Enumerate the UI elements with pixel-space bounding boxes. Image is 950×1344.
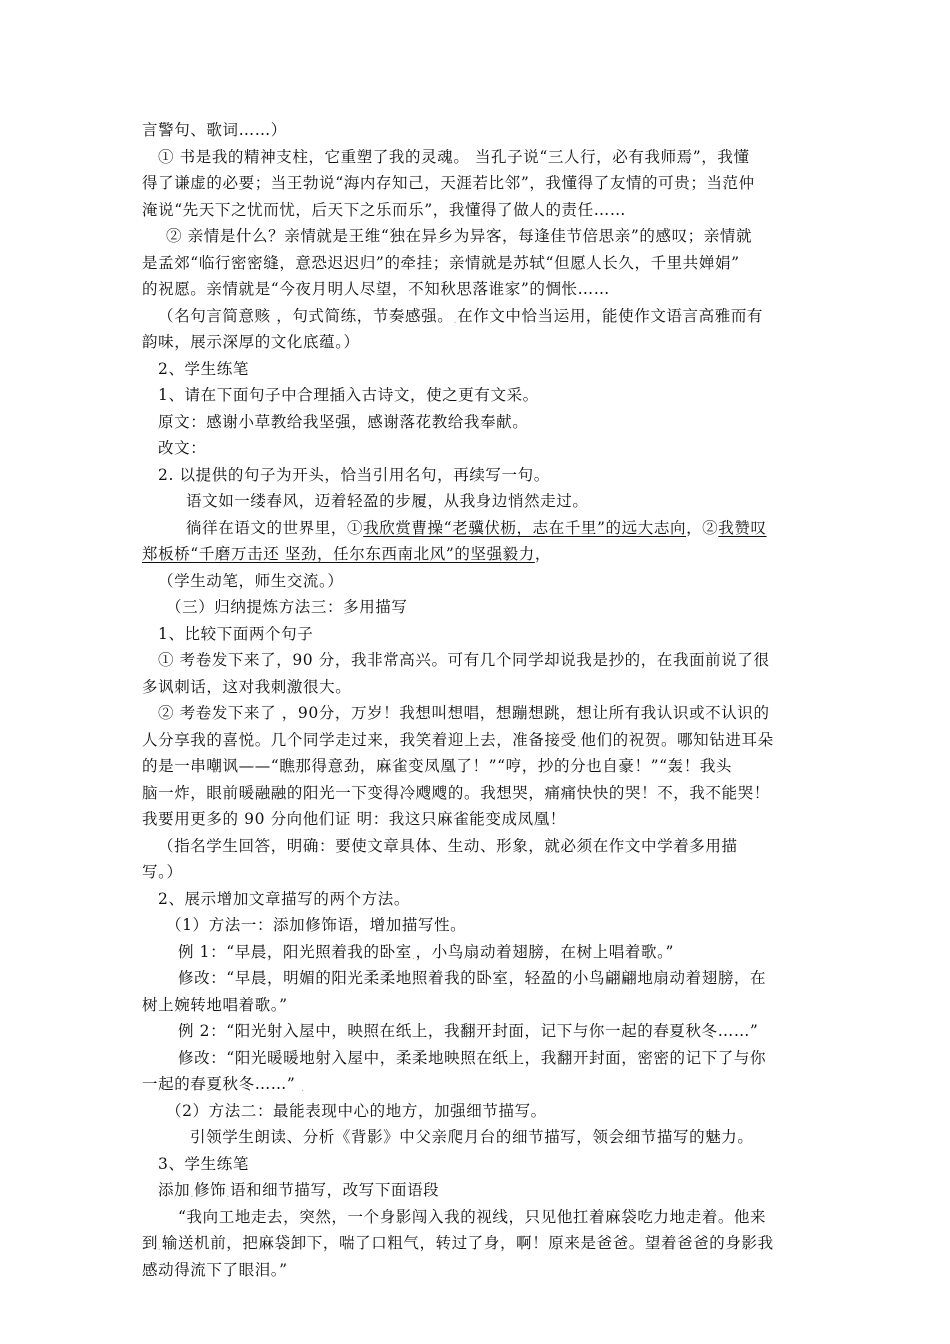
line-text: 得了谦虚的必要；当王勃说“海内存知己，天涯若比邻”，我懂得了友情的可贵；当范仲 [142,174,755,192]
line-text: 感动得流下了眼泪。” [142,1260,288,1279]
text-line [142,1018,810,1045]
edit-mark: . [190,1189,194,1200]
text-line [142,1177,810,1204]
line-text: “我向工地走去，突然，一个身影闯入我的视线，只见他扛着麻袋吃力地走着。他来 [178,1207,767,1226]
line-text: 1、比较下面两个句子 [158,624,314,643]
text-line [142,462,810,489]
line-text: 徜徉在语文的世界里，① [186,518,364,537]
line-text: 树上婉转地唱着歌。” [142,995,288,1014]
edit-mark: . [411,950,416,962]
text-line [142,594,810,621]
text-line [142,223,810,250]
text-line [142,965,810,992]
text-line [142,1124,810,1151]
text-line [142,1045,810,1072]
text-line [142,1098,810,1125]
document-body [142,117,810,1283]
text-line [142,435,810,462]
text-line [142,515,810,542]
line-text: 1、请在下面句子中合理插入古诗文，使之更有文采。 [158,386,539,404]
text-line [142,1230,810,1257]
text-line [142,541,810,568]
underlined-text: 我欣赏曹操“老骥伏枥，志在千里”的远大志向 [363,518,687,537]
line-text: 例 1：“早晨，阳光照着我的卧室 [178,942,412,961]
text-line [142,833,810,860]
line-text: 是孟郊“临行密密缝，意恐迟迟归”的牵挂；亲情就是苏轼“但愿人长久，千里共婵娟” [142,253,740,272]
line-text: 添加 [158,1181,191,1199]
text-line [142,1151,810,1178]
line-text: 2、展示增加文章描写的两个方法。 [158,889,410,908]
line-text: （1）方法一：添加修饰语，增加描写性。 [166,916,467,934]
text-line [142,356,810,383]
line-text: ② 亲情是什么？亲情就是王维“独在异乡为异客，每逢佳节倍思亲”的感叹；亲情就 [166,227,753,245]
text-line [142,170,810,197]
line-text: （名句言简意赅 ，句式简练，节奏感强。 [158,306,454,325]
text-line [142,117,810,144]
text-line [142,329,810,356]
line-text: ，小鸟扇动着翅膀，在树上唱着歌。” [415,942,674,961]
edit-mark: . [300,1083,305,1094]
text-line [142,859,810,886]
line-text: 引领学生朗读、分析《背影》中父亲爬月台的细节描写，领会细节描写的魅力。 [190,1128,754,1146]
line-text: 修改：“早晨，明媚的阳光柔柔地照着我的卧室，轻盈的小鸟翩翩地扇动着翅膀，在 [178,969,767,987]
line-text: 脑一炸，眼前暖融融的阳光一下变得冷飕飕的。我想哭，痛痛快快的哭！不，我不能哭！ [142,783,770,802]
line-text: ① 书是我的精神支柱，它重塑了我的灵魂。 当孔子说“三人行，必有我师焉”，我懂 [158,147,750,166]
text-line [142,1071,810,1098]
line-text: 例 2：“阳光射入屋中，映照在纸上，我翻开封面，记下与你一起的春夏秋冬……” [178,1022,759,1040]
text-line [142,197,810,224]
line-text: 多讽刺话，这对我刺激很大。 [142,677,352,696]
text-line [142,276,810,303]
line-text: 在作文中恰当运用，能使作文语言高雅而有 [457,306,764,325]
line-text: 3、学生练笔 [158,1154,249,1173]
line-text: ② 考卷发下来了 ，90分，万岁！我想叫想唱，想蹦想跳，想让所有我认识或不认识的 [158,704,770,722]
text-line [142,674,810,701]
line-text: 我要用更多的 90 分向他们证 明：我这只麻雀能变成凤凰！ [142,810,566,828]
line-text: 的是一串嘲讽——“瞧那得意劲，麻雀变凤凰了！”“哼，抄的分也自豪！”“轰！我头 [142,757,733,775]
text-line [142,647,810,674]
text-line [142,753,810,780]
line-text: 淹说“先天下之忧而忧，后天下之乐而乐”，我懂得了做人的责任…… [142,200,626,219]
text-line [142,992,810,1019]
text-line [142,1257,810,1284]
text-line [142,1204,810,1231]
line-text: ， [534,545,551,563]
underlined-text: 我赞叹 [718,518,767,537]
edit-mark: . [453,314,458,326]
line-text: （2）方法二：最能表现中心的地方，加强细节描写。 [166,1101,547,1120]
text-line [142,303,810,330]
line-text: 2、学生练笔 [158,359,249,378]
text-line [142,700,810,727]
line-text: （学生动笔，师生交流。） [158,571,344,590]
text-line [142,488,810,515]
line-text: 修饰 [193,1181,227,1199]
line-text: 一起的春夏秋冬……” [142,1075,301,1093]
underlined-text: 郑板桥“千磨万击还 坚劲，任尔东西南北风”的坚强毅力 [142,545,535,563]
line-text: 人分享我的喜悦。几个同学走过来，我笑着迎上去，准备接受 [142,730,577,749]
line-text: 言警句、歌词……） [142,121,287,139]
text-line [142,939,810,966]
line-text: ，② [686,518,719,537]
line-text: 修改：“阳光暖暖地射入屋中，柔柔地映照在纸上，我翻开封面，密密的记下了与你 [178,1048,767,1067]
line-text: 他们的祝贺。哪知钻进耳朵 [580,730,774,749]
edit-mark: . [576,738,581,750]
line-text: 到 [142,1234,159,1252]
line-text: 的祝愿。亲情就是“今夜月明人尽望，不知秋思落谁家”的惆怅…… [142,280,610,298]
text-line [142,144,810,171]
text-line [142,409,810,436]
edit-mark: . [158,1242,162,1253]
text-line [142,621,810,648]
text-line [142,886,810,913]
text-line [142,568,810,595]
line-text: 改文： [158,439,207,457]
text-line [142,382,810,409]
text-line [142,727,810,754]
line-text: 语和细节描写，改写下面语段 [229,1181,440,1199]
text-line [142,806,810,833]
line-text: 写。） [142,863,183,881]
line-text: 输送机前，把麻袋卸下，喘了口粗气，转过了身，啊！原来是爸爸。望着爸爸的身影我 [161,1234,774,1252]
text-line [142,250,810,277]
line-text: （指名学生回答，明确：要使文章具体、生动、形象，就必须在作文中学着多用描 [158,836,738,855]
line-text: （三）归纳提炼方法三：多用描写 [166,598,408,616]
edit-mark: . [226,1189,230,1200]
line-text: ① 考卷发下来了，90 分，我非常高兴。可有几个同学却说我是抄的，在我面前说了很 [158,651,770,669]
text-line [142,912,810,939]
line-text: 原文：感谢小草教给我坚强，感谢落花教给我奉献。 [158,412,529,431]
line-text: 韵味，展示深厚的文化底蕴。） [142,333,360,351]
text-line [142,780,810,807]
line-text: 2. 以提供的句子为开头，恰当引用名句，再续写一句。 [158,465,550,484]
line-text: 语文如一缕春风，迈着轻盈的步履，从我身边悄然走过。 [186,492,589,510]
